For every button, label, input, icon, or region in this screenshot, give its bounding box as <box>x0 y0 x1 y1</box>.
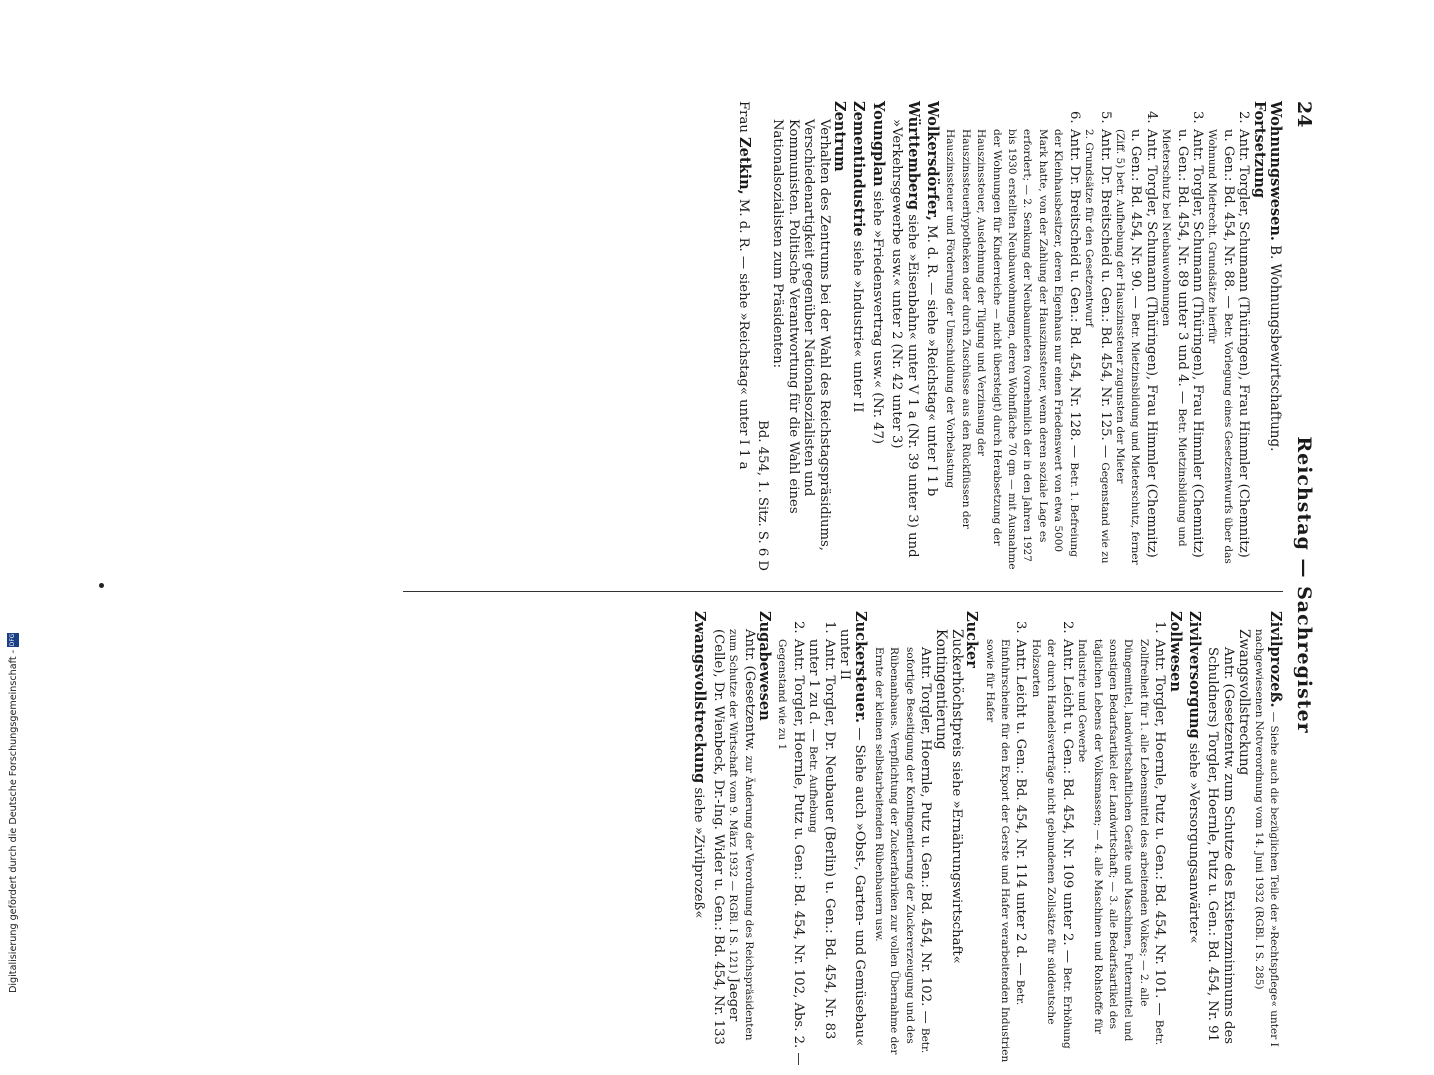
list-item: 3. Antr. Torgler, Schumann (Thüringen), Frau Himmler (Chemnitz) u. Gen.: Bd. 454, Nr. 89 unter 3 und 4. — Betr. Mietzinsbildung und Mieterschutz bei Neubauwohnungen <box>1160 111 1205 558</box>
entry-zetkin <box>735 101 751 571</box>
motion-note: zur Änderung der Verordnung des Reichspräsidenten zum Schutze der Wirtschaft vom 9. März 1932 — RGBl. I S. 121) <box>727 629 755 1041</box>
entry-zugabewesen <box>710 611 772 1066</box>
continuation-label: Fortsetzung <box>1250 101 1268 199</box>
list-item: 1. Antr. Torgler, Dr. Neubauer (Berlin) u. Gen.: Bd. 454, Nr. 83 unter 1 zu d. — Betr. Aufhebung <box>806 621 837 1040</box>
headword: Zucker <box>963 611 981 668</box>
left-column <box>732 101 1283 571</box>
digitization-footer <box>6 603 22 998</box>
entry-zivilprozess <box>1205 611 1283 1066</box>
list-item: 4. Antr. Torgler, Schumann (Thüringen), Frau Himmler (Chemnitz) u. Gen.: Bd. 454, Nr. 90. — Betr. Mietzinsbildung und Mieterschutz, ferner (Ziff. 5) betr. Aufhebung der Hauszinssteuer zugunsten der Mieter <box>1113 111 1159 565</box>
motion-text: Antr. Torgler, Schumann (Thüringen), Frau Himmler (Chemnitz) u. Gen.: Bd. 454, Nr. 89 unter 3 und 4. — <box>1174 129 1205 558</box>
list-item: 6. Antr. Dr. Breitscheid u. Gen.: Bd. 454, Nr. 128. — Betr. 1. Befreiung der Kleinhausbesitzer, deren Eigenhaus nur einen Friedenswert von etwa 5000 Mark hatte, von der Zahlung der Hauszinssteuer, wenn deren soziale Lage es erfordert; — 2. Senkung der Neubaumieten (vornehmlich der in den Jahren 1927 bis 1930 erstellten Neubauwohnungen, deren Wohnfläche 70 qm — mit Ausnahme der Wohnungen für Kinderreiche — nicht übersteigt) durch Herabsetzung der Hauszinssteuer, Ausdehnung der Tilgung und Verzinsung der Hauszinssteuerhypotheken oder durch Zuschüsse aus den Rückflüssen der Hauszinssteuer und Förderung der Umschuldung der Vorbelastung <box>944 111 1082 570</box>
subheading: Zwangsvollstreckung <box>1236 629 1253 776</box>
cross-reference: siehe »Friedensvertrag usw.« (Nr. 47) <box>869 190 885 445</box>
motion-authors: Jaeger (Celle), Dr. Wienbeck, Dr.-Ing. Wider u. Gen.: Bd. 454, Nr. 133 <box>710 629 742 1045</box>
subheading: Zuckerhöchstpreis <box>948 629 965 758</box>
entry-zucker <box>871 611 979 1066</box>
motion-note: Gegenstand wie zu 1 <box>776 639 789 751</box>
motion-text: Antr. Leicht u. Gen.: Bd. 454, Nr. 114 unter 2 d. — <box>1013 639 1029 976</box>
motion-text: Antr. Dr. Breitscheid u. Gen.: Bd. 454, Nr. 128. — <box>1066 129 1082 459</box>
entry-text: Verhalten des Zentrums bei der Wahl des Reichstagspräsidiums, Verschiedenartigkeit gegenüber Nationalsozialisten und Kommunisten. Politische Verantwortung für die Wahl eines Nationalsozialisten zum Präsidenten: <box>770 119 832 551</box>
entry-zollwesen <box>982 611 1182 1066</box>
entry-zentrum <box>755 101 847 571</box>
page-header <box>1291 95 1315 1075</box>
motion-text: Antr. Torgler, Dr. Neubauer (Berlin) u. Gen.: Bd. 454, Nr. 83 unter 1 zu d. — <box>806 639 837 1040</box>
headword: Zivilprozeß. <box>1267 611 1284 708</box>
cross-reference: siehe »Versorgungsanwärter« <box>1185 742 1201 944</box>
motion-note: Betr. Aufhebung <box>807 746 820 833</box>
motion-text: Antr. (Gesetzentw. zum Schutze des Existenzminimums des Schuldners) Torgler, Hoernle, Putz u. Gen.: Bd. 454, Nr. 91 <box>1205 647 1236 1045</box>
column-divider <box>403 591 1283 592</box>
ink-speck <box>99 583 104 588</box>
motion-note: Betr. Mietzinsbildung und Mieterschutz, ferner (Ziff. 5) betr. Aufhebung der Hauszinssteuer zugunsten der Mieter <box>1113 129 1142 565</box>
motion-text: Antr. Torgler, Schumann (Thüringen), Frau Himmler (Chemnitz) u. Gen.: Bd. 454, Nr. 90. — <box>1128 129 1159 558</box>
cross-reference: siehe »Eisenbahn« unter V 1 a (Nr. 39 unter 3) und »Verkehrsgewerbe usw.« unter 2 (Nr. 42 unter 3) <box>889 119 920 558</box>
headword: Zivilversorgung <box>1185 611 1203 739</box>
subheading: Kontingentierung <box>933 629 950 750</box>
list-item: 2. Antr. Torgler, Schumann (Thüringen), Frau Himmler (Chemnitz) u. Gen.: Bd. 454, Nr. 88. — Betr. Vorlegung eines Gesetzentwurfs über das Wohnund Mietrecht. Grundsätze hierfür <box>1206 111 1252 564</box>
cross-reference: M. d. R. — siehe »Reichstag« unter I 1 a <box>735 198 751 470</box>
headword: Zollwesen <box>1166 611 1184 692</box>
motion-text: Antr. Torgler, Schumann (Thüringen), Frau Himmler (Chemnitz) u. Gen.: Bd. 454, Nr. 88. — <box>1220 129 1252 558</box>
list-item: 2. Antr. Torgler, Hoernle, Putz u. Gen.: Bd. 454, Nr. 102, Abs. 2. — Gegenstand wie zu 1 <box>776 621 806 1066</box>
entry-zivilversorgung <box>1186 611 1202 1066</box>
cross-reference: siehe »Industrie« unter II <box>850 240 866 413</box>
list-item: 3. Antr. Leicht u. Gen.: Bd. 454, Nr. 114 unter 2 d. — Betr. Einfuhrscheine für den Export der Gerste und Hafer verarbeitenden Industrien sowie für Hafer <box>983 621 1029 1063</box>
motion-note: Betr. Mietzinsbildung und Mieterschutz bei Neubauwohnungen <box>1160 129 1188 547</box>
list-item: 5. Antr. Dr. Breitscheid u. Gen.: Bd. 454, Nr. 125. — Gegenstand wie zu 2. Grundsätze für den Gesetzentwurf <box>1083 111 1113 564</box>
motion-note: Betr. sofortige Beseitigung der Kontingentierung der Zuckererzeugung und des Rübenanbaues. Verpflichtung der Zuckerfabriken zur vollen Übernahme der Ernte der kleinen selbstarbeitenden Rübenbauern usw. <box>872 647 932 1055</box>
entry-wuerttemberg <box>889 101 921 571</box>
motion-text: Antr. Dr. Breitscheid u. Gen.: Bd. 454, Nr. 125. — <box>1097 129 1113 459</box>
motion-note: Betr. Erhöhung der durch Handelsverträge nicht gebundenen Zollsätze für süddeutsche Holzsorten <box>1029 639 1073 1049</box>
dfg-logo: DFG <box>7 633 19 647</box>
headword: Zetkin, <box>735 137 753 195</box>
entry-zwangsvollstreckung <box>691 611 707 1066</box>
footer-text: Digitalisierung gefördert durch die Deutsche Forschungsgemeinschaft - <box>8 649 19 993</box>
entry-youngplan <box>869 101 885 571</box>
headword: Zementindustrie <box>850 101 868 237</box>
motion-text: Antr. Torgler, Hoernle, Putz u. Gen.: Bd. 454, Nr. 101. — <box>1152 639 1168 1016</box>
cross-reference: siehe »Ernährungswirtschaft« <box>948 761 964 964</box>
motion-note: Betr. Vorlegung eines Gesetzentwurfs über das Wohnund Mietrecht. Grundsätze hierfür <box>1206 129 1234 564</box>
headword: Wohnungswesen. <box>1267 101 1284 241</box>
heading-rest: B. Wohnungsbewirtschaftung. <box>1267 245 1283 452</box>
title-prefix: Frau <box>735 101 751 133</box>
motion-text: Antr. Torgler, Hoernle, Putz u. Gen.: Bd. 454, Nr. 102, Abs. 2. — <box>790 639 806 1066</box>
volume-reference: Bd. 454, 1. Sitz. S. 6 D <box>755 420 770 571</box>
headword: Württemberg <box>904 101 922 210</box>
motion-note: Gegenstand wie zu 2. Grundsätze für den Gesetzentwurf <box>1083 129 1111 564</box>
headword: Zuckersteuer. <box>852 611 870 724</box>
entry-zuckersteuer <box>775 611 868 1066</box>
right-column <box>688 611 1283 1066</box>
cross-reference: M. d. R. — siehe »Reichstag« unter I 1 b <box>924 225 940 497</box>
cross-reference: — Siehe auch die bezüglichen Teile der »Rechtspflege« unter I nachgewiesenen Notverordnung vom 14. Juni 1932 (RGBl. I S. 285) <box>1252 629 1280 1047</box>
entry-wolkersdoerfer <box>924 101 940 571</box>
entry-zementindustrie <box>850 101 866 571</box>
cross-reference: siehe »Zivilprozeß« <box>691 787 707 919</box>
headword: Zentrum <box>831 101 849 172</box>
running-title: Reichstag — Sachregister <box>1293 436 1315 734</box>
list-item: 2. Antr. Leicht u. Gen.: Bd. 454, Nr. 109 unter 2. — Betr. Erhöhung der durch Handelsverträge nicht gebundenen Zollsätze für süddeutsche Holzsorten <box>1029 621 1075 1049</box>
headword: Wolkersdörfer, <box>924 101 942 221</box>
headword: Zugabewesen <box>756 611 773 721</box>
list-item: 1. Antr. Torgler, Hoernle, Putz u. Gen.: Bd. 454, Nr. 101. — Betr. Zollfreiheit für 1. alle Lebensmittel des arbeitenden Volkes; — 2. alle Düngemittel, landwirtschaftlichen Geräte und Maschinen, Futtermittel und sonstigen Bedarfsartikel der Landwirtschaft; — 3. alle Bedarfsartikel des täglichen Lebens der Volksmassen; — 4. alle Maschinen und Rohstoffe für Industrie und Gewerbe <box>1076 621 1168 1046</box>
rotated-page-content <box>395 95 1315 1075</box>
cross-reference: — Siehe auch »Obst-, Garten- und Gemüsebau« unter II <box>837 629 868 1047</box>
headword: Zwangsvollstreckung <box>691 611 709 784</box>
page-number: 24 <box>1293 101 1315 128</box>
motion-text: Antr. Torgler, Hoernle, Putz u. Gen.: Bd. 454, Nr. 102. — <box>918 647 934 1024</box>
motion-text: Antr. (Gesetzentw. <box>741 629 757 752</box>
motion-note: Betr. Zollfreiheit für 1. alle Lebensmittel des arbeitenden Volkes; — 2. alle Düngemittel, landwirtschaftlichen Geräte und Maschinen, Futtermittel und sonstigen Bedarfsartikel der Landwirtschaft; — 3. alle Bedarfsartikel des täglichen Lebens der Volksmassen; — 4. alle Maschinen und Rohstoffe für Industrie und Gewerbe <box>1076 639 1166 1046</box>
headword: Youngplan <box>869 101 887 187</box>
motion-note: Betr. 1. Befreiung der Kleinhausbesitzer, deren Eigenhaus nur einen Friedenswert von etwa 5000 Mark hatte, von der Zahlung der Hauszinssteuer, wenn deren soziale Lage es erfordert; — 2. Senkung der Neubaumieten (vornehmlich der in den Jahren 1927 bis 1930 erstellten Neubauwohnungen, deren Wohnfläche 70 qm — mit Ausnahme der Wohnungen für Kinderreiche — nicht übersteigt) durch Herabsetzung der Hauszinssteuer, Ausdehnung der Tilgung und Verzinsung der Hauszinssteuerhypotheken oder durch Zuschüsse aus den Rückflüssen der Hauszinssteuer und Förderung der Umschuldung der Vorbelastung <box>944 129 1080 570</box>
entry-wohnungswesen <box>943 101 1283 571</box>
motion-text: Antr. Leicht u. Gen.: Bd. 454, Nr. 109 unter 2. — <box>1059 639 1075 963</box>
motion-note: Betr. Einfuhrscheine für den Export der Gerste und Hafer verarbeitenden Industrien sowie für Hafer <box>983 639 1027 1063</box>
